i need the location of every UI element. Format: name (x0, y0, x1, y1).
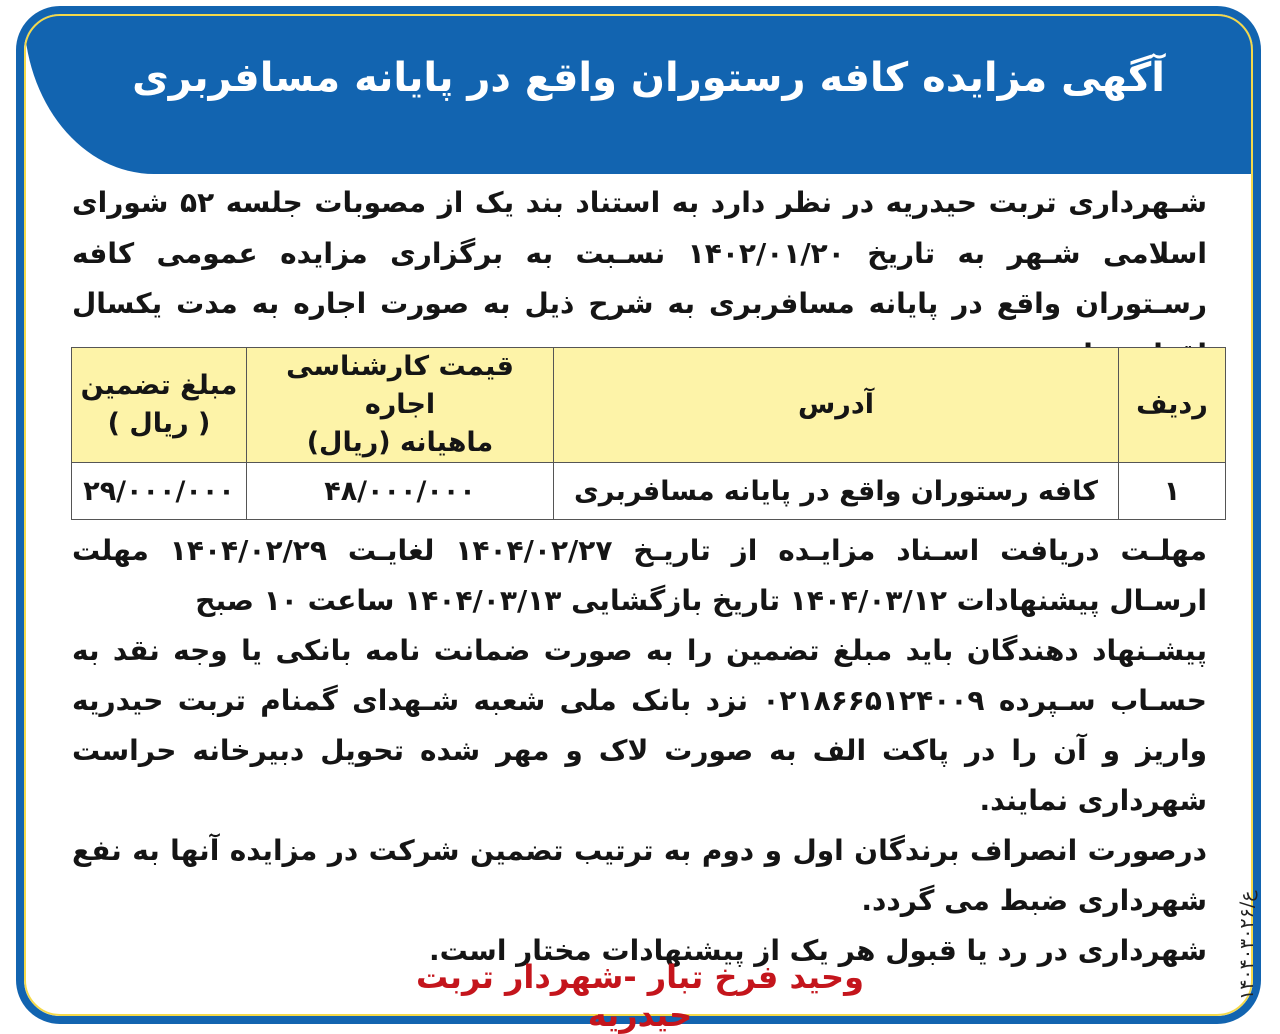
details-block (72, 526, 1207, 976)
cell-deposit: ۲۹/۰۰۰/۰۰۰ (72, 463, 247, 520)
cell-address: کافه رستوران واقع در پایانه مسافربری (554, 463, 1119, 520)
ad-title: آگهی مزایده کافه رستوران واقع در پایانه مسافربری (132, 55, 1165, 101)
forfeit-paragraph: درصورت انصراف برندگان اول و دوم به ترتیب تضمین شرکت در مزایده آنها به نفع شهرداری ضبط می گردد. (72, 834, 1207, 917)
table-row (72, 463, 1226, 520)
header-rent-line1: قیمت کارشناسی اجاره (286, 351, 514, 420)
cell-row-number: ۱ (1119, 463, 1226, 520)
table-header-row (72, 348, 1226, 463)
header-deposit-line2: ( ریال ) (107, 408, 211, 439)
header-address: آدرس (554, 348, 1119, 463)
intro-paragraph: شـهرداری تربت حیدریه در نظر دارد به استناد بند یک از مصوبات جلسه ۵۲ شورای اسلامی شـهر به تاریخ ۱۴۰۲/۰۱/۲۰ نسـبت به برگزاری مزایده عمومی کافه رسـتوران واقع در پایانه مسافربری به شرح ذیل به صورت اجاره به مدت یکسال (72, 186, 1208, 320)
auction-table (71, 347, 1226, 520)
header-rent-line2: ماهیانه (ریال) (306, 427, 494, 458)
header-row-number: ردیف (1119, 348, 1226, 463)
reference-code: ع/۱۴۰۴۰۳۰۲۶ (1236, 890, 1258, 1000)
title-banner (24, 14, 1253, 174)
rights-paragraph: شهرداری در رد یا قبول هر یک از پیشنهادات مختار است. (429, 934, 1207, 967)
header-rent (247, 348, 554, 463)
guarantee-paragraph: پیشـنهاد دهندگان باید مبلغ تضمین را به صورت ضمانت نامه بانکی یا وجه نقد به حسـاب سـپرده ۰۲۱۸۶۶۵۱۲۴۰۰۹ نزد بانک ملی شعبه شـهدای گمنام تربت حیدریه واریز و آن را در پاکت الف به صورت لاک و مهر شده تحویل دبیرخانه حراست شهرداری نمایند. (72, 634, 1207, 817)
header-deposit (72, 348, 247, 463)
header-deposit-line1: مبلغ تضمین (80, 370, 238, 401)
cell-rent: ۴۸/۰۰۰/۰۰۰ (247, 463, 554, 520)
deadline-paragraph: مهلـت دریافت اسـناد مزایـده از تاریـخ ۱۴۰۴/۰۲/۲۷ لغایـت ۱۴۰۴/۰۲/۲۹ مهلت ارسـال پیشنهادات ۱۴۰۴/۰۳/۱۲ تاریخ بازگشایی ۱۴۰۴/۰۳/۱۳ ساعت ۱۰ صبح (72, 534, 1207, 617)
signature: وحید فرخ تبار -شهردار تربت حیدریه (416, 958, 864, 1034)
